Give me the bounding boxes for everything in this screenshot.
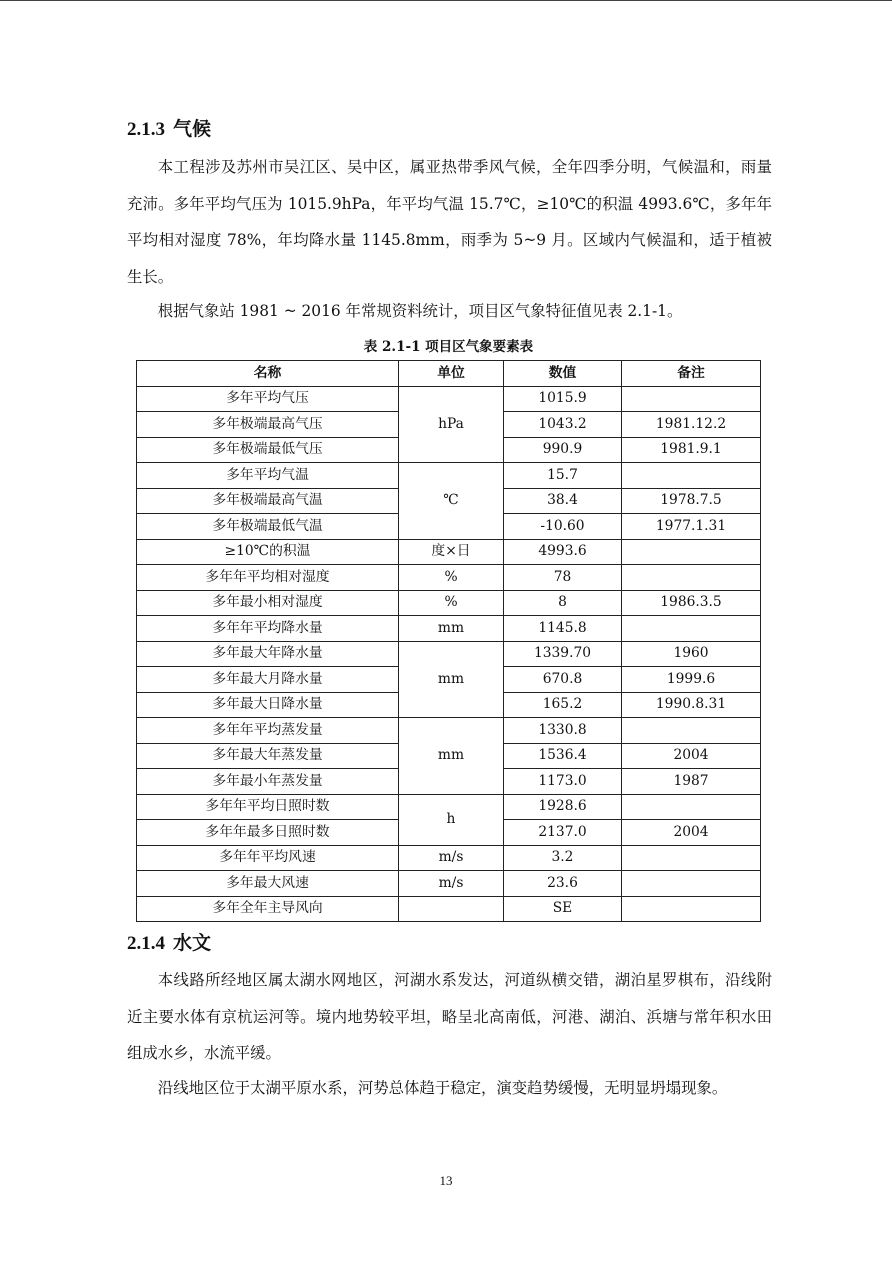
row-value: 15.7 <box>504 463 622 489</box>
row-note: 2004 <box>622 743 761 769</box>
row-value: 165.2 <box>504 692 622 718</box>
table-row <box>137 871 761 897</box>
table-row <box>137 565 761 591</box>
row-name: 多年最大风速 <box>137 871 399 897</box>
header-name: 名称 <box>137 361 399 387</box>
row-note: 1978.7.5 <box>622 488 761 514</box>
page-number: 13 <box>439 1173 453 1188</box>
row-value: 4993.6 <box>504 539 622 565</box>
table-row <box>137 718 761 744</box>
row-unit: % <box>399 565 504 591</box>
table-row <box>137 590 761 616</box>
row-value: 78 <box>504 565 622 591</box>
row-note <box>622 871 761 897</box>
row-name: 多年最大日降水量 <box>137 692 399 718</box>
climate-stats-paragraph: 根据气象站 1981 ~ 2016 年常规资料统计，项目区气象特征值见表 2.1-1。 <box>157 302 683 320</box>
row-note <box>622 463 761 489</box>
row-name: 多年年平均日照时数 <box>137 794 399 820</box>
row-unit <box>399 896 504 922</box>
table-row <box>137 896 761 922</box>
row-value: 1330.8 <box>504 718 622 744</box>
row-value: 670.8 <box>504 667 622 693</box>
row-value: 1043.2 <box>504 412 622 438</box>
weather-elements-table <box>136 360 761 922</box>
row-name: 多年极端最高气温 <box>137 488 399 514</box>
row-name: 多年年平均蒸发量 <box>137 718 399 744</box>
row-value: -10.60 <box>504 514 622 540</box>
row-note: 1990.8.31 <box>622 692 761 718</box>
row-note <box>622 896 761 922</box>
row-note <box>622 539 761 565</box>
section-number: 2.1.3 <box>127 119 165 140</box>
row-value: 2137.0 <box>504 820 622 846</box>
row-unit: hPa <box>399 386 504 463</box>
table-caption: 表 2.1-1 项目区气象要素表 <box>363 339 534 355</box>
row-value: SE <box>504 896 622 922</box>
row-value: 3.2 <box>504 845 622 871</box>
row-value: 1015.9 <box>504 386 622 412</box>
row-note <box>622 845 761 871</box>
row-unit: mm <box>399 616 504 642</box>
row-value: 990.9 <box>504 437 622 463</box>
row-note <box>622 794 761 820</box>
row-unit: m/s <box>399 871 504 897</box>
row-name: 多年最大年降水量 <box>137 641 399 667</box>
row-name: 多年年平均降水量 <box>137 616 399 642</box>
section-heading-climate <box>127 116 211 143</box>
row-note: 1981.9.1 <box>622 437 761 463</box>
section-number: 2.1.4 <box>127 933 165 954</box>
row-note <box>622 616 761 642</box>
row-name: 多年最大月降水量 <box>137 667 399 693</box>
row-note: 2004 <box>622 820 761 846</box>
row-note: 1987 <box>622 769 761 795</box>
section-heading-hydrology <box>127 930 211 957</box>
row-note <box>622 386 761 412</box>
table-row <box>137 794 761 820</box>
row-value: 1928.6 <box>504 794 622 820</box>
row-note <box>622 565 761 591</box>
table-row <box>137 845 761 871</box>
row-value: 1339.70 <box>504 641 622 667</box>
row-name: 多年最小年蒸发量 <box>137 769 399 795</box>
row-value: 1145.8 <box>504 616 622 642</box>
row-value: 1173.0 <box>504 769 622 795</box>
row-note: 1999.6 <box>622 667 761 693</box>
table-row <box>137 616 761 642</box>
row-value: 1536.4 <box>504 743 622 769</box>
row-unit: % <box>399 590 504 616</box>
row-note: 1986.3.5 <box>622 590 761 616</box>
table-row <box>137 539 761 565</box>
row-name: 多年极端最高气压 <box>137 412 399 438</box>
hydrology-paragraph: 本线路所经地区属太湖水网地区，河湖水系发达，河道纵横交错，湖泊星罗棋布，沿线附近主要水体有京杭运河等。境内地势较平坦，略呈北高南低，河港、湖泊、浜塘与常年积水田组成水乡，水流平缓。 <box>127 971 772 1062</box>
row-unit: 度×日 <box>399 539 504 565</box>
row-unit: ℃ <box>399 463 504 540</box>
row-name: 多年平均气温 <box>137 463 399 489</box>
row-unit: mm <box>399 718 504 795</box>
row-name: 多年年平均相对湿度 <box>137 565 399 591</box>
row-name: 多年极端最低气温 <box>137 514 399 540</box>
table-row <box>137 641 761 667</box>
row-name: 多年最大年蒸发量 <box>137 743 399 769</box>
row-value: 38.4 <box>504 488 622 514</box>
row-note <box>622 718 761 744</box>
table-header-row <box>137 361 761 387</box>
row-note: 1977.1.31 <box>622 514 761 540</box>
row-name: 多年年最多日照时数 <box>137 820 399 846</box>
table-row <box>137 386 761 412</box>
top-border-line <box>0 0 892 1</box>
row-unit: h <box>399 794 504 845</box>
section-title: 水文 <box>173 932 212 954</box>
row-name: 多年年平均风速 <box>137 845 399 871</box>
table-row <box>137 463 761 489</box>
row-note: 1981.12.2 <box>622 412 761 438</box>
climate-paragraph: 本工程涉及苏州市吴江区、吴中区，属亚热带季风气候，全年四季分明，气候温和，雨量充沛。多年平均气压为 1015.9hPa，年平均气温 15.7℃，≥10℃的积温 4993.6℃，多年年平均相对湿度 78%，年均降水量 1145.8mm，雨季为 5~9 月。区域内气候温和，适于植被生长。 <box>127 158 772 286</box>
row-value: 23.6 <box>504 871 622 897</box>
row-value: 8 <box>504 590 622 616</box>
header-value: 数值 <box>504 361 622 387</box>
row-name: 多年极端最低气压 <box>137 437 399 463</box>
section-title: 气候 <box>173 118 212 140</box>
row-name: 多年最小相对湿度 <box>137 590 399 616</box>
row-name: 多年全年主导风向 <box>137 896 399 922</box>
row-name: ≥10℃的积温 <box>137 539 399 565</box>
hydrology-stability-paragraph: 沿线地区位于太湖平原水系，河势总体趋于稳定，演变趋势缓慢，无明显坍塌现象。 <box>157 1079 728 1097</box>
header-unit: 单位 <box>399 361 504 387</box>
row-unit: mm <box>399 641 504 718</box>
header-note: 备注 <box>622 361 761 387</box>
row-name: 多年平均气压 <box>137 386 399 412</box>
row-unit: m/s <box>399 845 504 871</box>
row-note: 1960 <box>622 641 761 667</box>
